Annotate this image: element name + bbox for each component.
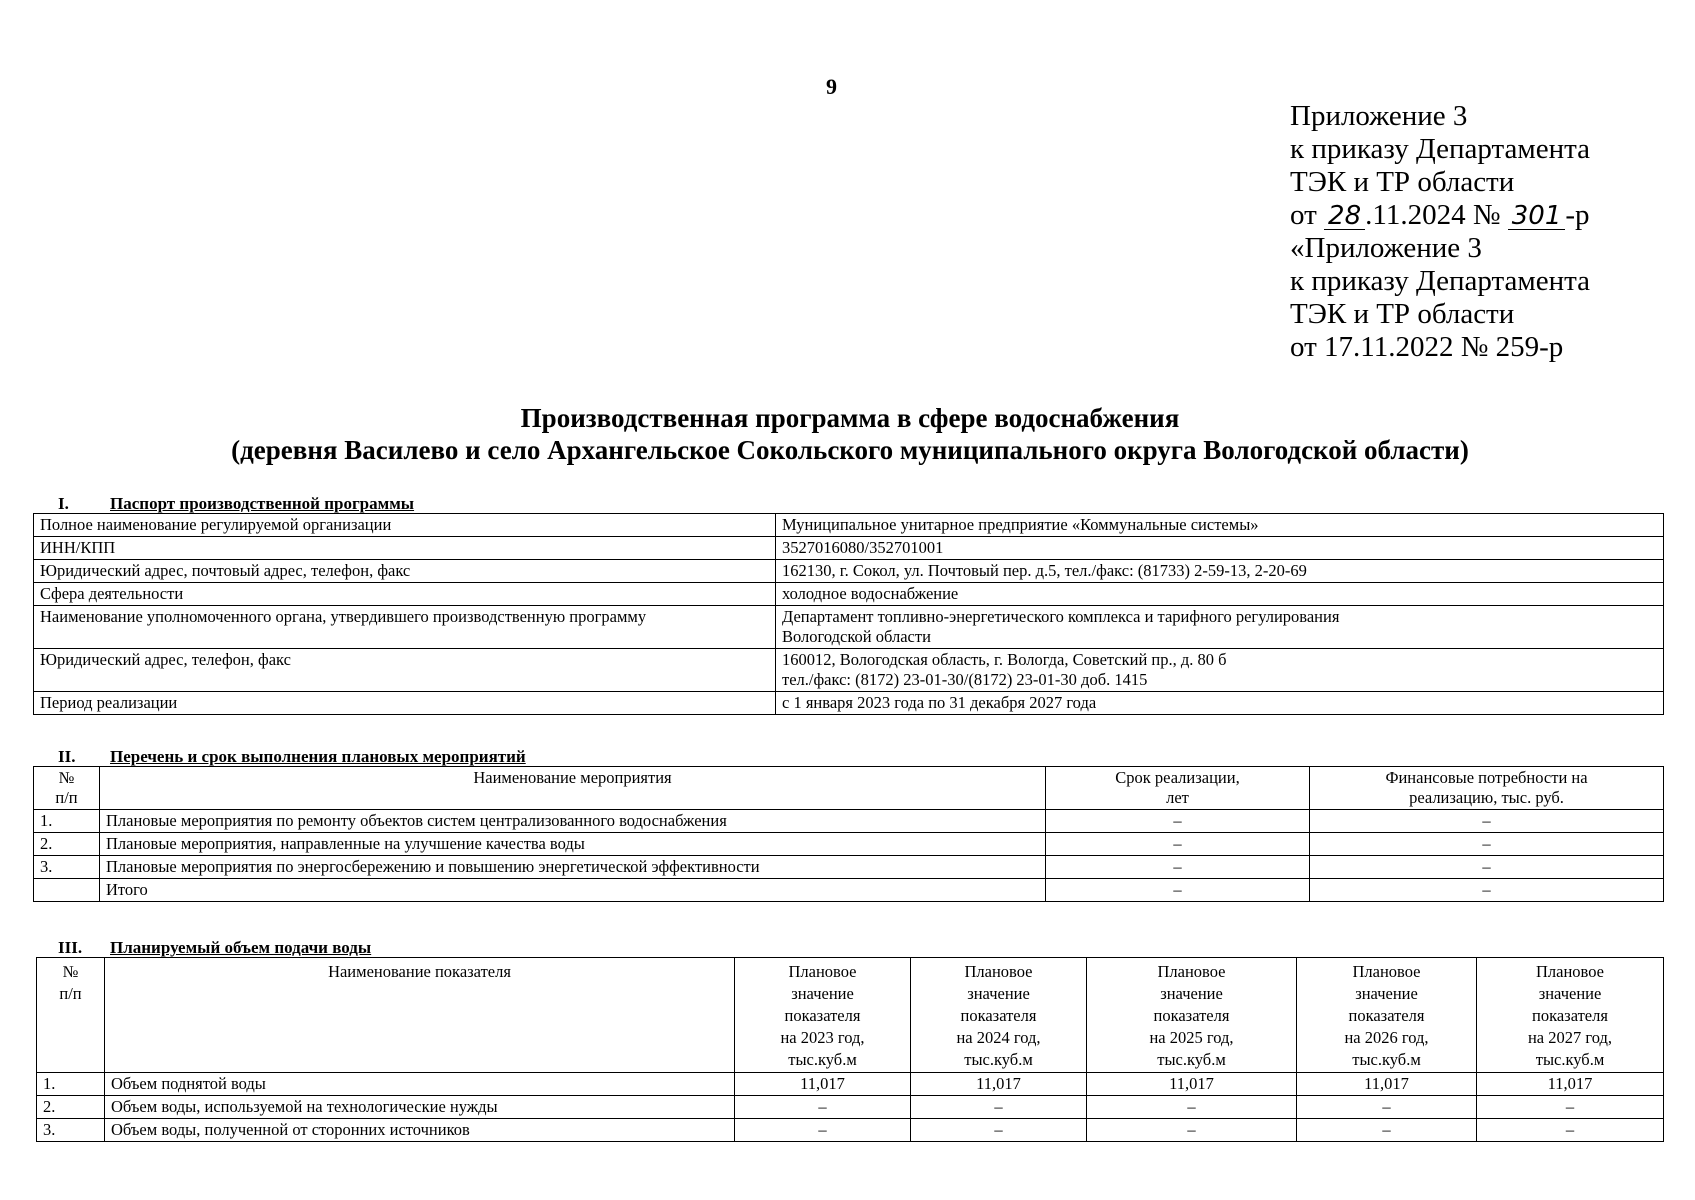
header-line: показателя xyxy=(784,1006,861,1025)
value-cell: – xyxy=(911,1119,1087,1142)
header-number xyxy=(37,958,105,1073)
passport-value: холодное водоснабжение xyxy=(776,583,1664,606)
table-row xyxy=(34,537,1664,560)
header-line: реализацию, тыс. руб. xyxy=(1409,788,1564,807)
header-line: тыс.куб.м xyxy=(964,1050,1033,1069)
row-number: 2. xyxy=(34,833,100,856)
passport-label: Полное наименование регулируемой организации xyxy=(34,514,776,537)
measure-name: Плановые мероприятия по ремонту объектов систем централизованного водоснабжения xyxy=(100,810,1046,833)
measure-term: – xyxy=(1046,810,1310,833)
row-number: 1. xyxy=(34,810,100,833)
row-number xyxy=(34,879,100,902)
value-cell: – xyxy=(1087,1096,1297,1119)
header-line: тыс.куб.м xyxy=(1352,1050,1421,1069)
value-cell: – xyxy=(735,1119,911,1142)
section-title: Перечень и срок выполнения плановых мероприятий xyxy=(110,747,526,766)
header-term xyxy=(1046,767,1310,810)
value-cell: – xyxy=(1477,1119,1664,1142)
document-title xyxy=(40,402,1660,466)
header-line: на 2025 год, xyxy=(1149,1028,1234,1047)
appendix-line: к приказу Департамента xyxy=(1290,265,1591,297)
indicator-name: Объем воды, полученной от сторонних источников xyxy=(105,1119,735,1142)
header-name: Наименование мероприятия xyxy=(100,767,1046,810)
appendix-line: ТЭК и ТР области xyxy=(1290,298,1515,330)
table-row xyxy=(34,856,1664,879)
header-row xyxy=(34,767,1664,810)
value-cell: 11,017 xyxy=(1087,1073,1297,1096)
value-line: Вологодской области xyxy=(782,627,931,646)
value-cell: 11,017 xyxy=(911,1073,1087,1096)
measure-finance: – xyxy=(1310,833,1664,856)
appendix-line: ТЭК и ТР области xyxy=(1290,166,1515,198)
appendix-line: к приказу Департамента xyxy=(1290,133,1591,165)
value-line: тел./факс: (8172) 23-01-30/(8172) 23-01-30 доб. 1415 xyxy=(782,670,1148,689)
measure-term: – xyxy=(1046,833,1310,856)
header-year-2024 xyxy=(911,958,1087,1073)
passport-label: Юридический адрес, телефон, факс xyxy=(34,649,776,692)
value-cell: 11,017 xyxy=(735,1073,911,1096)
header-year-2027 xyxy=(1477,958,1664,1073)
measure-term: – xyxy=(1046,879,1310,902)
passport-table xyxy=(33,513,1664,715)
date-rest: .11.2024 № xyxy=(1365,199,1501,231)
appendix-line: Приложение 3 xyxy=(1290,100,1468,132)
section-1-heading xyxy=(58,494,414,514)
header-line: тыс.куб.м xyxy=(1535,1050,1605,1069)
value-cell: – xyxy=(1087,1119,1297,1142)
table-row xyxy=(34,649,1664,692)
measure-finance: – xyxy=(1310,856,1664,879)
measure-finance: – xyxy=(1310,810,1664,833)
passport-value: 162130, г. Сокол, ул. Почтовый пер. д.5, тел./факс: (81733) 2-59-13, 2-20-69 xyxy=(776,560,1664,583)
value-cell: – xyxy=(1297,1096,1477,1119)
value-cell: 11,017 xyxy=(1477,1073,1664,1096)
passport-label: Юридический адрес, почтовый адрес, телефон, факс xyxy=(34,560,776,583)
header-finance xyxy=(1310,767,1664,810)
measure-term: – xyxy=(1046,856,1310,879)
passport-value: 3527016080/352701001 xyxy=(776,537,1664,560)
value-cell: – xyxy=(1477,1096,1664,1119)
passport-label: ИНН/КПП xyxy=(34,537,776,560)
section-title: Паспорт производственной программы xyxy=(110,494,415,513)
section-3-heading xyxy=(58,938,371,958)
header-line: значение xyxy=(1538,984,1602,1003)
row-number: 3. xyxy=(34,856,100,879)
measure-finance: – xyxy=(1310,879,1664,902)
header-year-2023 xyxy=(735,958,911,1073)
date-prefix: от xyxy=(1290,199,1317,231)
header-line: № xyxy=(58,768,75,787)
header-name: Наименование показателя xyxy=(105,958,735,1073)
appendix-block xyxy=(1290,100,1590,364)
table-row xyxy=(34,560,1664,583)
section-number: I. xyxy=(58,494,69,513)
header-line: на 2027 год, xyxy=(1527,1028,1613,1047)
header-line: Плановое xyxy=(1157,962,1226,981)
header-line: п/п xyxy=(59,984,82,1003)
water-supply-table xyxy=(36,957,1664,1142)
table-row xyxy=(34,692,1664,715)
measure-name: Плановые мероприятия по энергосбережению и повышению энергетической эффективности xyxy=(100,856,1046,879)
appendix-order-line xyxy=(1290,199,1590,232)
title-line-1: Производственная программа в сфере водоснабжения xyxy=(520,403,1180,433)
table-row xyxy=(37,1073,1664,1096)
table-row xyxy=(34,833,1664,856)
header-line: показателя xyxy=(1153,1006,1230,1025)
header-line: значение xyxy=(1355,984,1418,1003)
measure-name: Итого xyxy=(100,879,1046,902)
header-row xyxy=(37,958,1664,1073)
header-line: показателя xyxy=(960,1006,1037,1025)
header-line: лет xyxy=(1166,788,1189,807)
section-2-heading xyxy=(58,747,526,767)
header-line: тыс.куб.м xyxy=(1157,1050,1226,1069)
row-number: 2. xyxy=(37,1096,105,1119)
row-number: 3. xyxy=(37,1119,105,1142)
handwritten-day: 28 xyxy=(1324,203,1365,230)
header-year-2025 xyxy=(1087,958,1297,1073)
order-suffix: -р xyxy=(1565,199,1590,231)
header-line: Плановое xyxy=(788,962,857,981)
header-line: на 2026 год, xyxy=(1344,1028,1429,1047)
section-title: Планируемый объем подачи воды xyxy=(110,938,372,957)
appendix-line: «Приложение 3 xyxy=(1290,232,1482,264)
passport-label: Наименование уполномоченного органа, утвердившего производственную программу xyxy=(34,606,776,649)
header-year-2026 xyxy=(1297,958,1477,1073)
passport-value xyxy=(776,649,1664,692)
header-line: Срок реализации, xyxy=(1115,768,1240,787)
header-line: значение xyxy=(1160,984,1223,1003)
table-row xyxy=(37,1119,1664,1142)
section-number: II. xyxy=(58,747,76,766)
header-line: тыс.куб.м xyxy=(788,1050,857,1069)
header-line: Плановое xyxy=(1352,962,1421,981)
value-cell: 11,017 xyxy=(1297,1073,1477,1096)
header-line: Плановое xyxy=(1535,962,1604,981)
value-cell: – xyxy=(1297,1119,1477,1142)
value-line: Департамент топливно-энергетического комплекса и тарифного регулирования xyxy=(782,607,1340,626)
indicator-name: Объем поднятой воды xyxy=(105,1073,735,1096)
passport-label: Период реализации xyxy=(34,692,776,715)
table-row xyxy=(34,583,1664,606)
handwritten-order-number: 301 xyxy=(1508,203,1566,230)
table-row xyxy=(34,514,1664,537)
indicator-name: Объем воды, используемой на технологические нужды xyxy=(105,1096,735,1119)
appendix-line: от 17.11.2022 № 259-р xyxy=(1290,331,1564,363)
section-number: III. xyxy=(58,938,83,957)
header-line: № xyxy=(62,962,79,981)
header-line: Плановое xyxy=(964,962,1033,981)
value-cell: – xyxy=(911,1096,1087,1119)
page-number: 9 xyxy=(826,74,837,99)
header-line: показателя xyxy=(1348,1006,1425,1025)
header-line: на 2023 год, xyxy=(780,1028,865,1047)
passport-value: с 1 января 2023 года по 31 декабря 2027 года xyxy=(776,692,1664,715)
table-row xyxy=(34,606,1664,649)
measure-name: Плановые мероприятия, направленные на улучшение качества воды xyxy=(100,833,1046,856)
header-line: на 2024 год, xyxy=(956,1028,1041,1047)
title-line-2: (деревня Василево и село Архангельское Сокольского муниципального округа Вологодской области) xyxy=(231,435,1469,465)
value-cell: – xyxy=(735,1096,911,1119)
measures-table xyxy=(33,766,1664,902)
header-line: Финансовые потребности на xyxy=(1385,768,1588,787)
header-line: п/п xyxy=(55,788,78,807)
header-line: значение xyxy=(967,984,1030,1003)
table-row xyxy=(34,810,1664,833)
table-row xyxy=(34,879,1664,902)
value-line: 160012, Вологодская область, г. Вологда, Советский пр., д. 80 б xyxy=(782,650,1227,669)
passport-label: Сфера деятельности xyxy=(34,583,776,606)
row-number: 1. xyxy=(37,1073,105,1096)
passport-value: Муниципальное унитарное предприятие «Коммунальные системы» xyxy=(776,514,1664,537)
table-row xyxy=(37,1096,1664,1119)
header-line: показателя xyxy=(1532,1006,1608,1025)
passport-value xyxy=(776,606,1664,649)
header-number xyxy=(34,767,100,810)
header-line: значение xyxy=(791,984,854,1003)
